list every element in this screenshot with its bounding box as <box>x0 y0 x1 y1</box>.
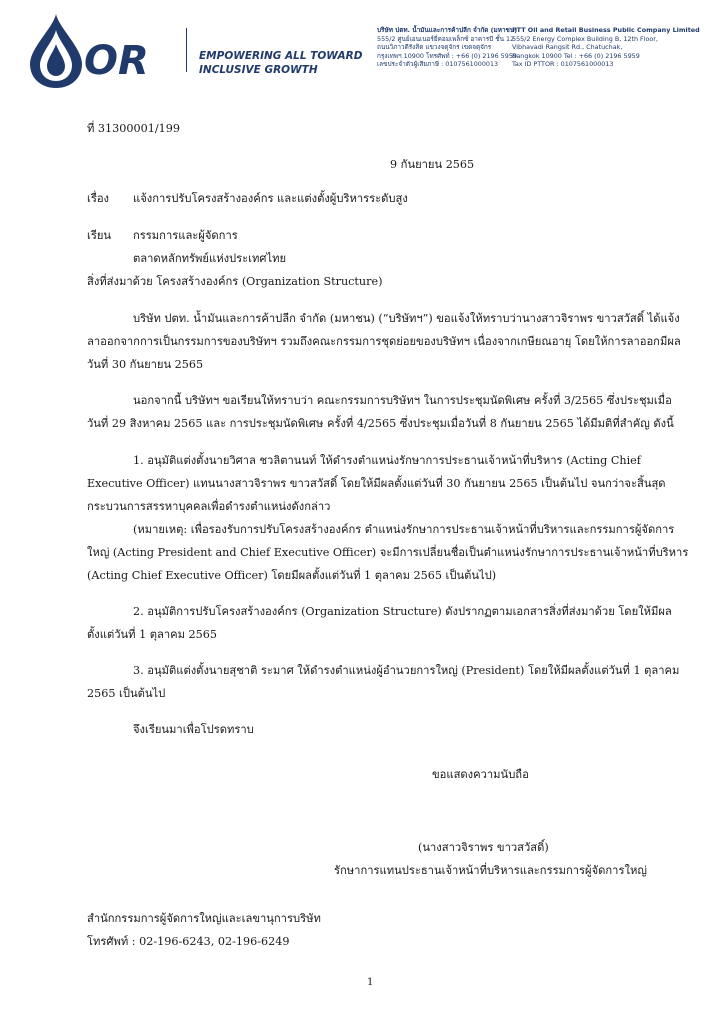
list-item-line: 1. อนุมัติแต่งตั้งนายวิศาล ชวลิตานนท์ ให้ดำรงตำแหน่งรักษาการประธานเจ้าหน้าที่บริหาร (Acting Chief <box>133 454 641 467</box>
tagline-line: INCLUSIVE GROWTH <box>199 64 318 76</box>
paragraph-line: วันที่ 30 กันยายน 2565 <box>87 358 204 371</box>
page-number: 1 <box>367 977 374 988</box>
address-english <box>512 26 700 69</box>
signer-name: (นางสาวจิราพร ขาวสวัสดิ์) <box>418 841 549 854</box>
tagline <box>199 49 369 77</box>
note-line: (Acting Chief Executive Officer) โดยมีผลตั้งแต่วันที่ 1 ตุลาคม 2565 เป็นต้นไป) <box>87 569 497 582</box>
address-line: PTT Oil and Retail Business Public Company Limited <box>512 26 700 34</box>
list-item-line: กระบวนการสรรหาบุคคลเพื่อดำรงตำแหน่งดังกล่าว <box>87 500 331 513</box>
office-phone: โทรศัพท์ : 02-196-6243, 02-196-6249 <box>87 935 290 948</box>
address-line: Vibhavadi Rangsit Rd., Chatuchak, <box>512 43 623 52</box>
subject-text: แจ้งการปรับโครงสร้างองค์กร และแต่งตั้งผู้บริหารระดับสูง <box>133 192 408 205</box>
attachment-line: สิ่งที่ส่งมาด้วย โครงสร้างองค์กร (Organization Structure) <box>87 275 383 288</box>
note-line: ใหญ่ (Acting President and Chief Executive Officer) จะมีการเปลี่ยนชื่อเป็นตำแหน่งรักษาการประธานเจ้าหน้าที่บริหาร <box>87 546 689 559</box>
list-item-line: 3. อนุมัติแต่งตั้งนายสุชาติ ระมาศ ให้ดำรงตำแหน่งผู้อำนวยการใหญ่ (President) โดยให้มีผลตั้งแต่วันที่ 1 ตุลาคม <box>133 664 680 677</box>
paragraph-line: บริษัท ปตท. น้ำมันและการค้าปลีก จำกัด (มหาชน) (“บริษัทฯ”) ขอแจ้งให้ทราบว่านางสาวจิราพร ขาวสวัสดิ์ ได้แจ้ง <box>133 312 680 325</box>
closing-line: จึงเรียนมาเพื่อโปรดทราบ <box>133 723 254 736</box>
tagline-line: EMPOWERING ALL TOWARD <box>199 50 363 62</box>
list-item-line: Executive Officer) แทนนางสาวจิราพร ขาวสวัสดิ์ โดยให้มีผลตั้งแต่วันที่ 30 กันยายน 2565 เป็นต้นไป จนกว่าจะสิ้นสุด <box>87 477 666 490</box>
list-item-line: ตั้งแต่วันที่ 1 ตุลาคม 2565 <box>87 628 218 641</box>
list-item-line: 2565 เป็นต้นไป <box>87 687 166 700</box>
signer-title: รักษาการแทนประธานเจ้าหน้าที่บริหารและกรรมการผู้จัดการใหญ่ <box>334 864 647 877</box>
list-item-line: 2. อนุมัติการปรับโครงสร้างองค์กร (Organization Structure) ดังปรากฏตามเอกสารสิ่งที่ส่งมาด้วย โดยให้มีผล <box>133 605 672 618</box>
note-line: (หมายเหตุ: เพื่อรองรับการปรับโครงสร้างองค์กร ตำแหน่งรักษาการประธานเจ้าหน้าที่บริหารและกรรมการผู้จัดการ <box>133 523 675 536</box>
subject-label: เรื่อง <box>87 192 110 205</box>
office-name: สำนักกรรมการผู้จัดการใหญ่และเลขานุการบริษัท <box>87 912 321 925</box>
address-line: ถนนวิภาวดีรังสิต แขวงจตุจักร เขตจตุจักร <box>377 43 492 52</box>
logo-text: OR <box>84 38 149 84</box>
recipient-line: กรรมการและผู้จัดการ <box>133 229 238 242</box>
paragraph-line: นอกจากนี้ บริษัทฯ ขอเรียนให้ทราบว่า คณะกรรมการบริษัทฯ ในการประชุมนัดพิเศษ ครั้งที่ 3/2565 ซึ่งประชุมเมื่อ <box>133 394 672 407</box>
recipient-label: เรียน <box>87 229 112 242</box>
recipient-line: ตลาดหลักทรัพย์แห่งประเทศไทย <box>133 252 287 265</box>
or-logo <box>26 8 176 88</box>
regards-line: ขอแสดงความนับถือ <box>432 768 529 781</box>
address-thai <box>377 26 518 69</box>
paragraph-line: ลาออกจากการเป็นกรรมการของบริษัทฯ รวมถึงคณะกรรมการชุดย่อยของบริษัทฯ เนื่องจากเกษียณอายุ โดยให้การลาออกมีผล <box>87 335 681 348</box>
address-line: กรุงเทพฯ 10900 โทรศัพท์ : +66 (0) 2196 5959 <box>377 51 517 60</box>
paragraph-line: วันที่ 29 สิงหาคม 2565 และ การประชุมนัดพิเศษ ครั้งที่ 4/2565 ซึ่งประชุมเมื่อวันที่ 8 กันยายน 2565 ได้มีมติที่สำคัญ ดังนี้ <box>87 417 674 430</box>
address-line: บริษัท ปตท. น้ำมันและการค้าปลีก จำกัด (มหาชน) <box>377 26 518 34</box>
header-divider <box>186 28 187 72</box>
address-line: 555/2 Energy Complex Building B, 12th Floor, <box>512 34 658 43</box>
address-line: 555/2 ศูนย์เอนเนอร์ยี่คอมเพล็กซ์ อาคารบี ชั้น 12 <box>377 34 515 43</box>
reference-number: ที่ 31300001/199 <box>87 122 180 135</box>
address-line: Tax ID PTTOR : 0107561000013 <box>512 60 614 69</box>
address-line: Bangkok 10900 Tel : +66 (0) 2196 5959 <box>512 51 640 60</box>
letter-date: 9 กันยายน 2565 <box>390 158 475 171</box>
address-line: เลขประจำตัวผู้เสียภาษี : 0107561000013 <box>377 60 499 69</box>
